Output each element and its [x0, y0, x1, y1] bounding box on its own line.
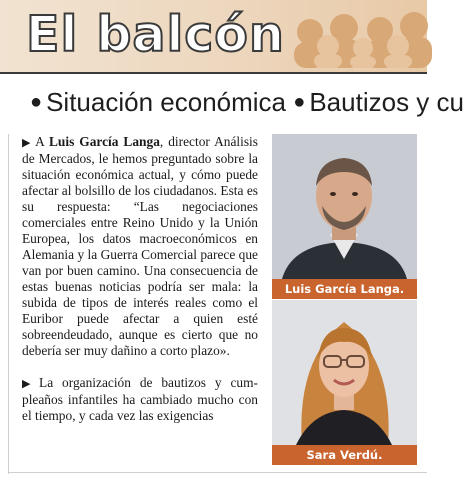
section-banner [0, 0, 427, 72]
photo-caption: Luis García Langa. [272, 279, 417, 299]
portrait-man-image [272, 134, 417, 279]
bottom-divider [8, 472, 427, 473]
triangle-bullet-icon: ▶ [22, 137, 33, 149]
triangle-bullet-icon: ▶ [22, 378, 37, 390]
photo-caption: Sara Verdú. [272, 445, 417, 465]
topics-line [30, 84, 464, 120]
topic-1: Situación económica [46, 87, 287, 117]
topic-2: Bautizos y cu [309, 87, 464, 117]
column-divider [8, 134, 9, 474]
article-paragraph-2: ▶ La organización de bautizos y cumpleaños infantiles ha cambiado mucho con el tiempo, y cada vez las exigencias [22, 375, 258, 423]
article-body [22, 134, 258, 424]
crowd-silhouette-illustration [288, 6, 427, 68]
photo-sara [272, 300, 417, 465]
portrait-woman-image [272, 300, 417, 445]
bullet-icon: ● [30, 91, 43, 113]
person-name: Luis García Langa [49, 134, 160, 149]
bullet-icon: ● [293, 91, 306, 113]
banner-divider [0, 72, 427, 74]
article-paragraph-1: ▶ A Luis García Langa, director Análisis de Mercados, le hemos preguntado sobre la situación económica actual, y cómo puede afectar al bolsillo de los ciudadanos. Esta es su respuesta: “Las negociaciones comerciales entre Reino Unido y la Unión Europea, los datos macroeconómicos en Alemania y la Guerra Comercial parece que van por buen camino. Una consecuencia de estas buenas noticias podría ser mala: la subida de tipos de interés reales como el Euribor puede afectar a quien esté sobreendeudado, aunque es cierto que no debería ser muy dañino a corto plazo». [22, 134, 258, 358]
photo-luis [272, 134, 417, 299]
section-title: El balcón [26, 6, 285, 63]
